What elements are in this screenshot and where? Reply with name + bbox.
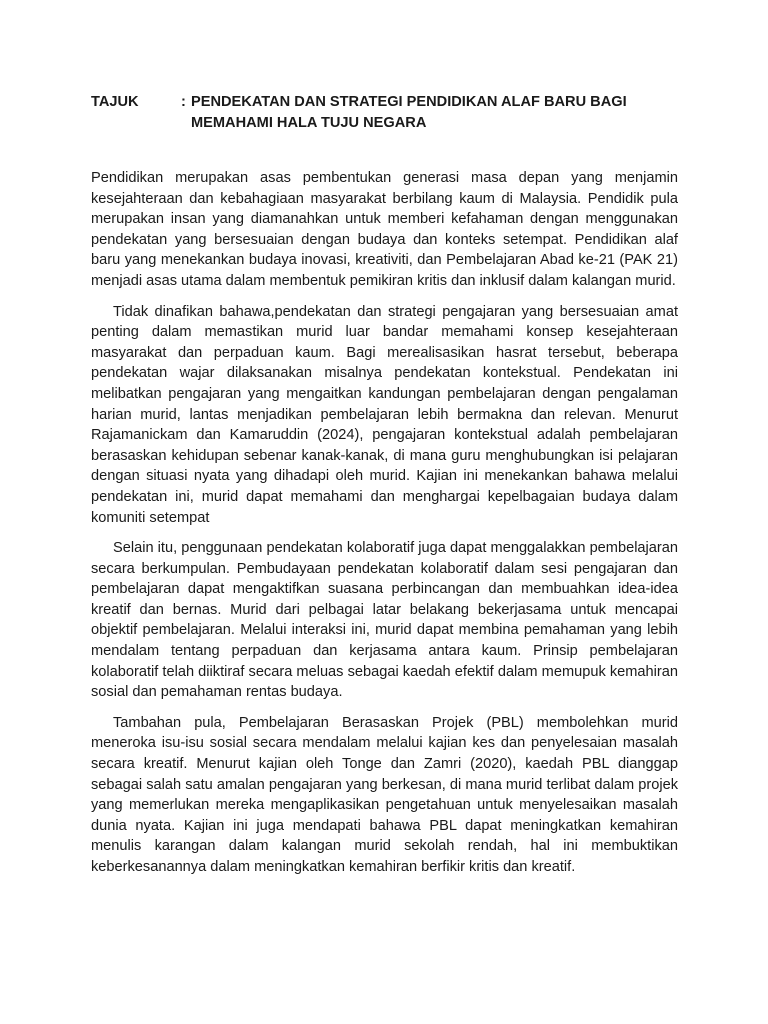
paragraph-collaborative-approach: Selain itu, penggunaan pendekatan kolaboratif juga dapat menggalakkan pembelajaran secara berkumpulan. Pembudayaan pendekatan kolaboratif dalam sesi pengajaran dan pembelajaran dapat mengaktifkan suasana perbincangan dan membuahkan idea-idea kreatif dan bernas. Murid dari pelbagai latar belakang bekerjasama untuk mencapai objektif pembelajaran. Melalui interaksi ini, murid dapat membina pemahaman yang lebih mendalam tentang perpaduan dan kerjasama antara kaum. Prinsip pembelajaran kolaboratif telah diiktiraf secara meluas sebagai kaedah efektif dalam memupuk kemahiran sosial dan pemahaman rentas budaya.: [91, 540, 678, 701]
paragraph-contextual-approach: Tidak dinafikan bahawa,pendekatan dan strategi pengajaran yang bersesuaian amat penting dalam memastikan murid luar bandar memahami konsep kesejahteraan masyarakat dan perpaduan kaum. Bagi merealisasikan hasrat tersebut, beberapa pendekatan wajar dilaksanakan misalnya pendekatan kontekstual. Pendekatan ini melibatkan pengajaran yang mengaitkan kandungan pembelajaran dengan pengalaman harian murid, lantas menjadikan pembelajaran lebih bermakna dan relevan. Menurut Rajamanickam dan Kamaruddin (2024), pengajaran kontekstual adalah pembelajaran berasaskan kehidupan sebenar kanak-kanak, di mana guru menghubungkan isi pelajaran dengan situasi nyata yang dihadapi oleh murid. Kajian ini menekankan bahawa melalui pendekatan ini, murid dapat memahami dan menghargai kepelbagaian budaya dalam komuniti setempat: [91, 303, 678, 526]
document-page: [91, 92, 678, 888]
paragraph-intro: Pendidikan merupakan asas pembentukan generasi masa depan yang menjamin kesejahteraan dan kebahagiaan masyarakat berbilang kaum di Malaysia. Pendidik pula merupakan insan yang diamanahkan untuk memberi kefahaman dengan menggunakan pendekatan yang bersesuaian dengan budaya dan konteks setempat. Pendidikan alaf baru yang menekankan budaya inovasi, kreativiti, dan Pembelajaran Abad ke-21 (PAK 21) menjadi asas utama dalam membentuk pemikiran kritis dan inklusif dalam kalangan murid.: [91, 170, 678, 289]
title-block: [91, 92, 678, 134]
title-colon: :: [181, 94, 186, 110]
paragraph-project-based-learning: Tambahan pula, Pembelajaran Berasaskan Projek (PBL) membolehkan murid meneroka isu-isu sosial secara mendalam melalui kajian kes dan penyelesaian masalah secara kreatif. Menurut kajian oleh Tonge dan Zamri (2020), kaedah PBL dianggap sebagai salah satu amalan pengajaran yang berkesan, di mana murid terlibat dalam projek yang memerlukan mereka mengaplikasikan pengetahuan untuk menyelesaikan masalah dunia nyata. Kajian ini juga mendapati bahawa PBL dapat meningkatkan kemahiran menulis karangan dalam kalangan murid sekolah rendah, hal ini membuktikan keberkesanannya dalam meningkatkan kemahiran berfikir kritis dan kreatif.: [91, 714, 678, 875]
title-label: TAJUK: [91, 94, 139, 110]
document-title: PENDEKATAN DAN STRATEGI PENDIDIKAN ALAF BARU BAGI MEMAHAMI HALA TUJU NEGARA: [191, 94, 627, 131]
